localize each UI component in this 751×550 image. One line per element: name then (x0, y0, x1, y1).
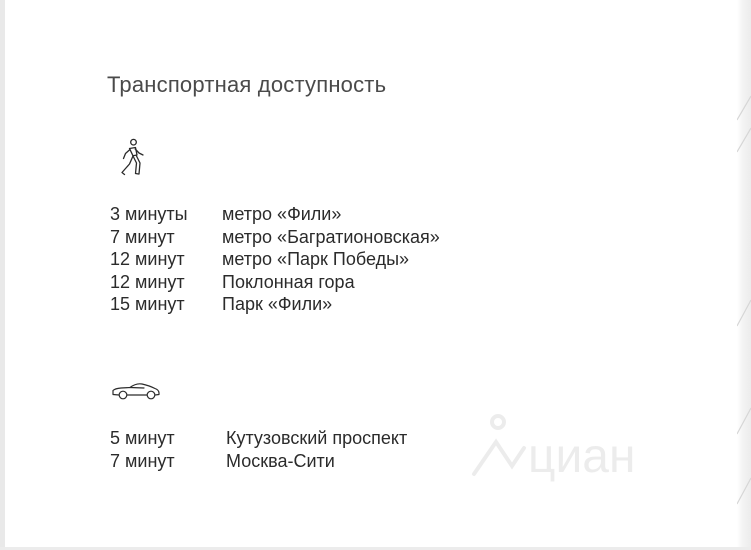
list-item (110, 248, 440, 271)
destination: метро «Фили» (222, 204, 342, 224)
destination: Кутузовский проспект (226, 428, 408, 448)
travel-time: 7 минут (110, 450, 175, 471)
list-item (110, 226, 440, 249)
destination: метро «Багратионовская» (222, 226, 440, 247)
destination: метро «Парк Победы» (222, 249, 410, 269)
driving-distance-list (110, 427, 407, 472)
destination: Парк «Фили» (222, 294, 333, 314)
travel-time: 5 минут (110, 428, 175, 448)
car-icon (111, 381, 161, 401)
list-item (110, 427, 407, 450)
section-title: Транспортная доступность (107, 72, 387, 97)
travel-time: 12 минут (110, 249, 185, 269)
travel-time: 15 минут (110, 294, 185, 314)
list-item (110, 293, 440, 316)
list-item (110, 450, 407, 473)
destination: Поклонная гора (222, 271, 355, 292)
walking-distance-list (110, 203, 440, 316)
walking-person-icon (117, 138, 145, 176)
page-edge-lines (737, 0, 751, 550)
travel-time: 12 минут (110, 271, 185, 292)
destination: Москва-Сити (226, 450, 335, 471)
travel-time: 7 минут (110, 226, 175, 247)
cian-logo-icon (466, 408, 536, 490)
travel-time: 3 минуты (110, 204, 188, 224)
left-page-edge (0, 0, 5, 550)
list-item (110, 271, 440, 294)
cian-watermark (466, 408, 676, 490)
list-item (110, 203, 440, 226)
right-page-edge (737, 0, 751, 550)
watermark-text: циан (528, 430, 636, 483)
